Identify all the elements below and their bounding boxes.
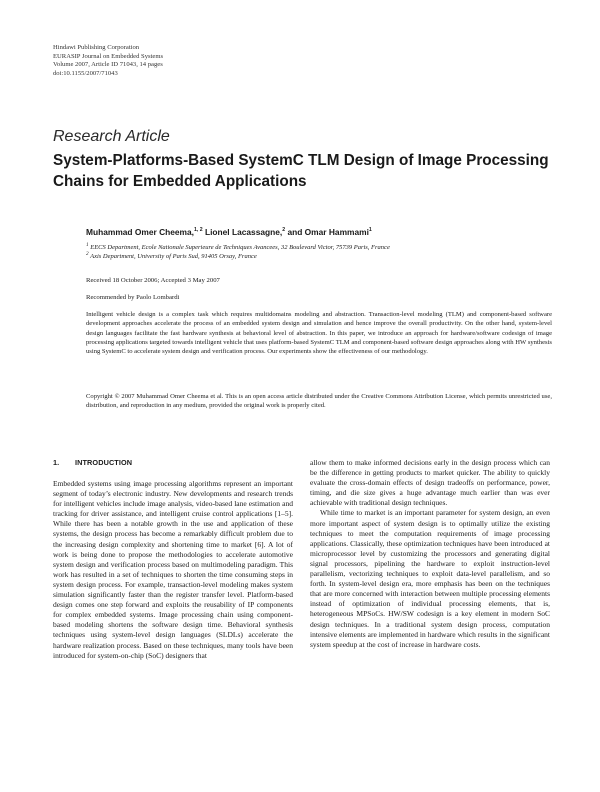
right-column [310, 458, 550, 650]
received-accepted-dates: Received 18 October 2006; Accepted 3 May 2007 [86, 277, 220, 284]
section-number: 1. [53, 458, 60, 467]
volume-info: Volume 2007, Article ID 71043, 14 pages [53, 61, 163, 69]
affiliation-text: Axis Department, University of Paris Sud, 91405 Orsay, France [88, 253, 257, 261]
article-type: Research Article [53, 128, 170, 145]
affiliation-mark: 2 [86, 251, 89, 258]
affiliation [86, 243, 556, 252]
left-column [53, 458, 293, 661]
recommended-by: Recommended by Paolo Lombardi [86, 294, 180, 301]
author-name: Lionel Lacassagne, [202, 227, 283, 237]
affiliation-mark: 1 [86, 241, 89, 248]
author-affiliation-mark: 1 [368, 227, 372, 234]
author-affiliation-mark: 2 [282, 227, 286, 234]
paper-title: System-Platforms-Based SystemC TLM Design of Image Processing Chains for Embedded Applications [53, 152, 549, 190]
body-paragraph: allow them to make informed decisions early in the design process which can be the difference in getting products to market quicker. The ability to quickly evaluate the cross-domain effects of design tradeoffs on performance, power, timing, and die size gives a huge advantage much earlier than was ever achievable with traditional design techniques. [310, 458, 550, 508]
abstract-text: Intelligent vehicle design is a complex task which requires multidomains modeling and abstraction. Transaction-level modeling (TLM) and component-based software development approaches accelerate the process of an embedded system design and simulation and hence improve the overall productivity. On the other hand, system-level design languages facilitate the fast hardware synthesis at behavioral level of abstraction. In this paper, we introduce an approach for hardware/software codesign of image processing applications targeted towards intelligent vehicle that uses platform-based SystemC TLM and component-based software design approaches along with HW synthesis using SystemC to accelerate system design and verification process. Our experiments show the effectiveness of our methodology. [86, 311, 552, 356]
section-title: INTRODUCTION [75, 458, 133, 467]
author-list [86, 227, 566, 238]
journal-masthead [53, 44, 353, 78]
publisher-name: Hindawi Publishing Corporation [53, 44, 140, 51]
affiliation-text: EECS Department, Ecole Nationale Superieure de Techniques Avancees, 32 Boulevard Victor, 75739 Paris, France [88, 244, 390, 251]
affiliations [86, 243, 556, 262]
author-name: Muhammad Omer Cheema, [86, 227, 194, 237]
author-affiliation-mark: 1, 2 [193, 227, 203, 234]
affiliation [86, 252, 556, 261]
journal-name: EURASIP Journal on Embedded Systems [53, 52, 164, 60]
body-paragraph: While time to market is an important parameter for system design, an even more important aspect of system design is to optimally utilize the existing techniques to meet the computation requirements of image processing applications. Classically, these optimization techniques have been introduced at microprocessor level by customizing the processors and generating digital signal processors, pipelining the hardware to exploit instruction-level parallelism, vectorizing techniques to exploit data-level parallelism, and so forth. In system-level design era, more emphasis has been on the techniques that are more concerned with interaction between multiple processing elements instead of optimization of individual processing elements, that is, heterogeneous MPSoCs. HW/SW codesign is a key element in modern SoC design techniques. In a traditional system design process, computation intensive elements are implemented in hardware which results in the significant system speedup at the cost of increase in hardware costs. [310, 508, 550, 649]
body-paragraph: Embedded systems using image processing algorithms represent an important segment of today’s electronic industry. New developments and research trends for intelligent vehicles include image analysis, video-based lane estimation and tracking for driver assistance, and intelligent cruise control applications [1–5]. While there has been a notable growth in the use and application of these systems, the design process has become a remarkably difficult problem due to the increasing design complexity and shortening time to market [6]. A lot of work is being done to propose the methodologies to accelerate automotive system design and verification process based on multimodeling paradigm. This work has resulted in a set of techniques to shorten the time consuming steps in system design process. For example, transaction-level modeling makes system simulation significantly faster than the register transfer level. Platform-based design comes one step forward and exploits the reusability of IP components for complex embedded systems. Image processing chain using component-based modeling shortens the software design time. Behavioral synthesis techniques using system-level design languages (SLDLs) accelerate the hardware realization process. Based on these techniques, many tools have been introduced for system-on-chip (SoC) designers that [53, 479, 293, 660]
doi: doi:10.1155/2007/71043 [53, 69, 118, 77]
author-name: and Omar Hammami [285, 227, 369, 237]
section-heading [53, 458, 293, 468]
copyright-notice: Copyright © 2007 Muhammad Omer Cheema et al. This is an open access article distributed under the Creative Commons Attribution License, which permits unrestricted use, distribution, and reproduction in any medium, provided the original work is properly cited. [86, 393, 552, 410]
